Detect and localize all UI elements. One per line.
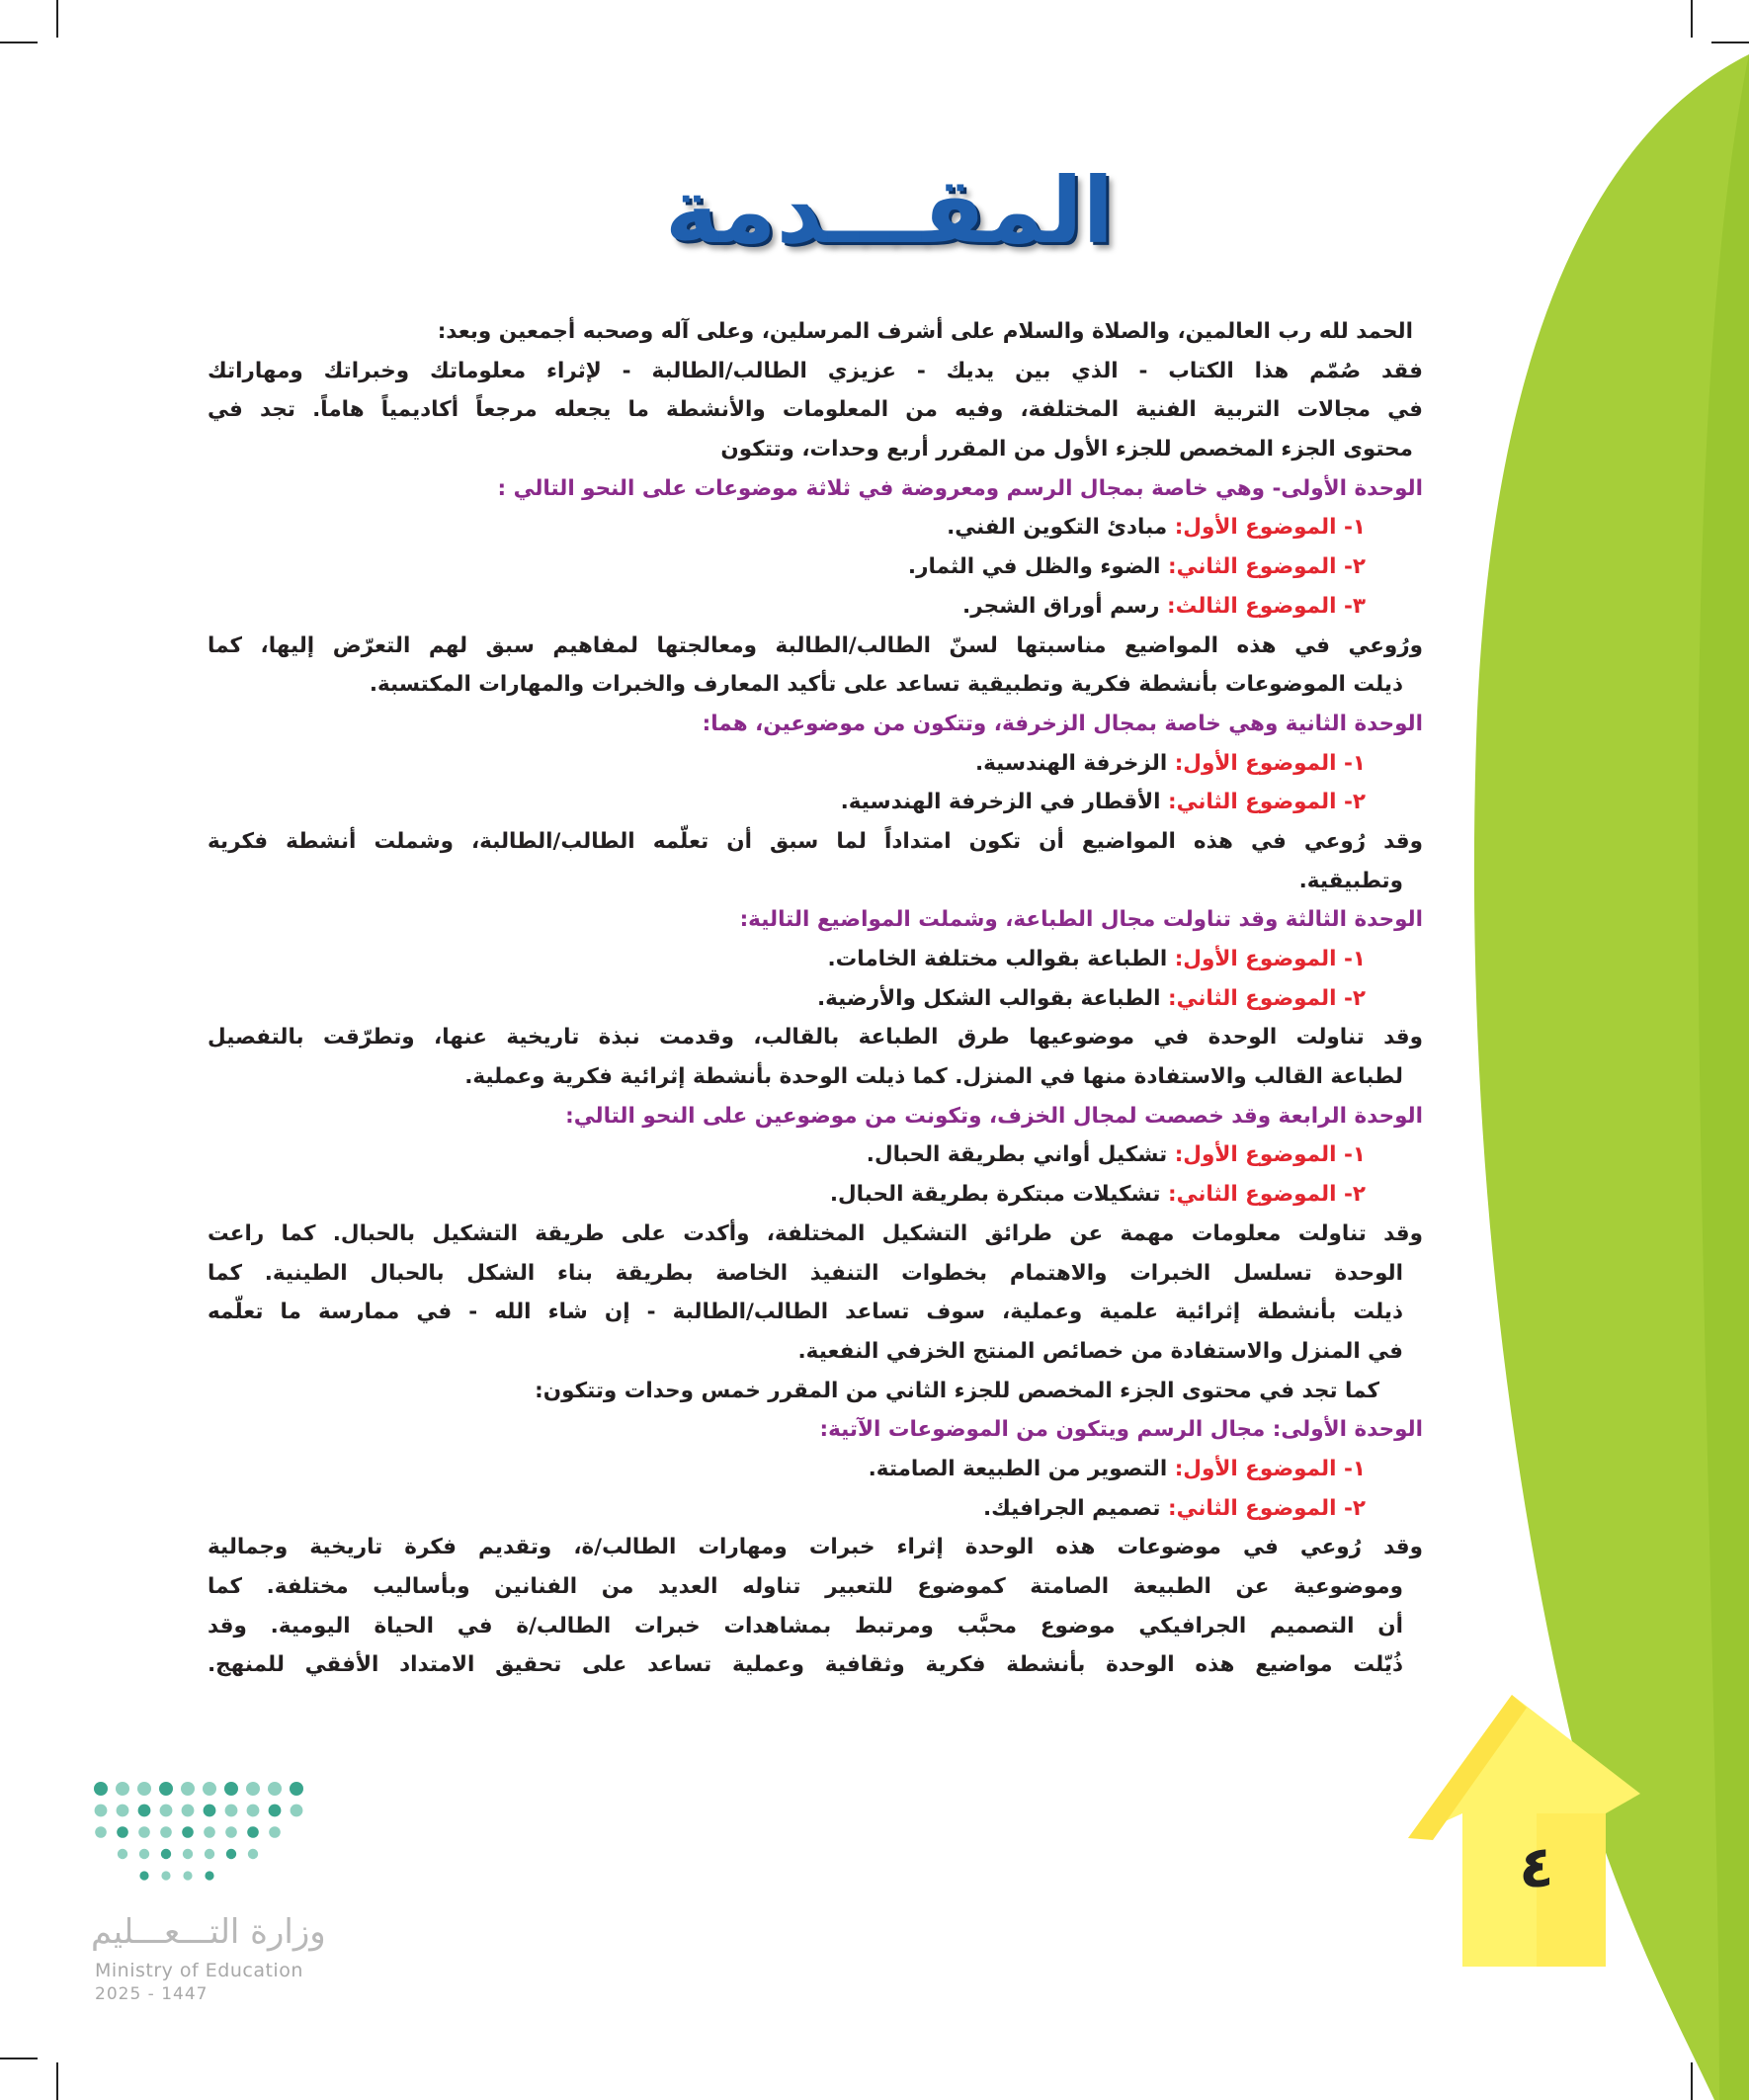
unit-heading — [208, 1410, 1423, 1450]
line-text: الزخرفة الهندسية. — [974, 750, 1168, 776]
line-text: الوحدة تسلسل الخبرات والاهتمام بخطوات التنفيذ الخاصة بطريقة بناء الشكل بالحبال الطينية. كما — [208, 1260, 1403, 1286]
logo-dot — [226, 1849, 236, 1859]
line-text: الوحدة الرابعة وقد خصصت لمجال الخزف، وتكونت من موضوعين على النحو التالي: — [565, 1103, 1423, 1129]
topic-label: ٢- الموضوع الثاني: — [1167, 985, 1366, 1011]
topic-item — [208, 940, 1423, 979]
logo-dot — [95, 1805, 108, 1817]
logo-dot — [183, 1849, 193, 1859]
logo-year-text: 2025 - 1447 — [95, 1984, 208, 2004]
topic-label: ٢- الموضوع الثاني: — [1167, 1182, 1366, 1208]
logo-dot — [181, 1782, 195, 1796]
logo-dot — [204, 1826, 215, 1838]
line-text: وموضوعية عن الطبيعة الصامتة كموضوع للتعبير تناوله العديد من الفنانين وبأساليب مختلفة. كما — [208, 1574, 1403, 1599]
line-text: الوحدة الأولى- وهي خاصة بمجال الرسم ومعروضة في ثلاثة موضوعات على النحو التالي : — [497, 475, 1423, 501]
logo-dot — [269, 1826, 281, 1838]
line-text: محتوى الجزء المخصص للجزء الأول من المقرر أربع وحدات، وتتكون — [720, 437, 1413, 462]
topic-item — [208, 744, 1423, 784]
topic-item — [208, 1175, 1423, 1215]
topic-label: ٢- الموضوع الثاني: — [1167, 1495, 1366, 1521]
line-text: ذُيّلت مواضيع هذه الوحدة بأنشطة فكرية وثقافية وعملية تساعد على تحقيق الامتداد الأفقي للمنهج. — [208, 1652, 1403, 1678]
topic-item — [208, 508, 1423, 547]
paragraph-line — [208, 1607, 1423, 1646]
logo-dot — [291, 1805, 303, 1817]
logo-dot — [183, 1871, 192, 1880]
logo-dot — [94, 1782, 108, 1796]
logo-dot — [205, 1871, 213, 1880]
logo-dot — [182, 1826, 194, 1838]
topic-label: ٢- الموضوع الثاني: — [1167, 790, 1366, 815]
topic-item — [208, 1135, 1423, 1175]
line-text: وتطبيقية. — [1298, 868, 1403, 893]
line-text: الضوء والظل في الثمار. — [907, 554, 1161, 580]
paragraph-line — [208, 1645, 1423, 1685]
unit-heading — [208, 469, 1423, 509]
logo-dot — [248, 1849, 258, 1859]
topic-item — [208, 1450, 1423, 1489]
unit-heading — [208, 900, 1423, 940]
line-text: لطباعة القالب والاستفادة منها في المنزل. كما ذيلت الوحدة بأنشطة إثرائية فكرية وعملية. — [464, 1064, 1403, 1090]
line-text: في مجالات التربية الفنية المختلفة، وفيه من المعلومات والأنشطة ما يجعله مرجعاً أكاديمياً هاماً. تجد في — [208, 397, 1423, 423]
logo-dot — [268, 1782, 282, 1796]
logo-dot — [203, 1782, 216, 1796]
logo-dot — [225, 1805, 238, 1817]
logo-dot — [117, 1805, 129, 1817]
logo-dot — [116, 1782, 129, 1796]
line-text: الوحدة الأولى: مجال الرسم ويتكون من الموضوعات الآتية: — [819, 1417, 1423, 1443]
topic-item — [208, 587, 1423, 627]
paragraph-line — [208, 1057, 1423, 1097]
line-text: تشكيلات مبتكرة بطريقة الحبال. — [829, 1182, 1161, 1208]
paragraph-line — [208, 312, 1423, 352]
logo-dot — [160, 1826, 172, 1838]
paragraph-line — [208, 352, 1423, 391]
line-text: وقد تناولت معلومات مهمة عن طرائق التشكيل المختلفة، وأكدت على طريقة التشكيل بالحبال. كما راعت — [208, 1220, 1423, 1246]
paragraph-line — [208, 1215, 1423, 1254]
logo-dot — [118, 1849, 127, 1859]
introduction-body — [208, 312, 1423, 1685]
page-title: المقـــدمة — [664, 158, 1115, 264]
line-text: مبادئ التكوين الفني. — [947, 515, 1168, 541]
logo-dot — [247, 1826, 259, 1838]
logo-dot — [225, 1826, 237, 1838]
logo-dot — [269, 1805, 282, 1817]
line-text: الطباعة بقوالب مختلفة الخامات. — [827, 947, 1168, 971]
paragraph-line — [208, 1254, 1423, 1294]
logo-dot — [138, 1805, 151, 1817]
logo-dot — [205, 1849, 214, 1859]
topic-item — [208, 783, 1423, 822]
line-text: كما تجد في محتوى الجزء المخصص للجزء الثاني من المقرر خمس وحدات وتتكون: — [535, 1378, 1379, 1403]
logo-dot — [246, 1782, 260, 1796]
line-text: ذيلت الموضوعات بأنشطة فكرية وتطبيقية تساعد على تأكيد المعارف والخبرات والمهارات المكتسبة. — [369, 672, 1403, 698]
line-text: في المنزل والاستفادة من خصائص المنتج الخزفي النفعية. — [797, 1338, 1403, 1364]
paragraph-line — [208, 1332, 1423, 1372]
logo-dot — [204, 1805, 216, 1817]
logo-english-text: Ministry of Education — [95, 1960, 303, 1981]
paragraph-line — [208, 627, 1423, 666]
paragraph-line — [208, 1567, 1423, 1607]
line-text: الحمد لله رب العالمين، والصلاة والسلام على أشرف المرسلين، وعلى آله وصحبه أجمعين وبعد: — [437, 319, 1413, 344]
logo-dot — [247, 1805, 260, 1817]
topic-label: ٣- الموضوع الثالث: — [1166, 593, 1366, 619]
line-text: الطباعة بقوالب الشكل والأرضية. — [816, 985, 1161, 1011]
unit-heading — [208, 705, 1423, 744]
logo-dot — [161, 1871, 170, 1880]
paragraph-line — [208, 822, 1423, 862]
line-text: الوحدة الثالثة وقد تناولت مجال الطباعة، وشملت المواضيع التالية: — [739, 907, 1423, 933]
logo-dot — [224, 1782, 238, 1796]
logo-dot — [161, 1849, 171, 1859]
topic-item — [208, 547, 1423, 587]
topic-label: ١- الموضوع الأول: — [1174, 1142, 1366, 1168]
logo-dot — [139, 1871, 148, 1880]
topic-label: ٢- الموضوع الثاني: — [1167, 554, 1366, 580]
topic-label: ١- الموضوع الأول: — [1174, 947, 1366, 971]
paragraph-line — [208, 1018, 1423, 1057]
paragraph-line — [208, 430, 1423, 469]
paragraph-line — [208, 390, 1423, 430]
logo-dot — [159, 1782, 173, 1796]
line-text: أن التصميم الجرافيكي موضوع محبَّب ومرتبط بمشاهدات خبرات الطالب/ة في الحياة اليومية. وقد — [208, 1613, 1403, 1638]
line-text: رسم أوراق الشجر. — [962, 593, 1160, 619]
paragraph-line — [208, 665, 1423, 705]
line-text: ورُوعي في هذه المواضيع مناسبتها لسنّ الطالب/الطالبة ومعالجتها لمفاهيم سبق لهم التعرّض إليها، كما — [208, 632, 1423, 658]
logo-arabic-text: وزارة التـــعـــليم — [91, 1912, 326, 1952]
line-text: الوحدة الثانية وهي خاصة بمجال الزخرفة، وتتكون من موضوعين، هما: — [702, 711, 1423, 736]
logo-dot — [182, 1805, 195, 1817]
line-text: تصميم الجرافيك. — [982, 1495, 1161, 1521]
line-text: الأقطار في الزخرفة الهندسية. — [840, 790, 1161, 815]
logo-dot — [117, 1826, 128, 1838]
logo-dot — [95, 1826, 107, 1838]
logo-dot — [137, 1782, 151, 1796]
logo-dot — [160, 1805, 173, 1817]
topic-item — [208, 1489, 1423, 1529]
line-text: ذيلت بأنشطة إثرائية علمية وعملية، سوف تساعد الطالب/الطالبة - إن شاء الله - في ممارسة ما تعلّمه — [208, 1300, 1403, 1325]
ministry-logo-dots-icon — [91, 1777, 328, 1905]
logo-dot — [139, 1849, 149, 1859]
line-text: وقد رُوعي في هذه المواضيع أن تكون امتداداً لما سبق أن تعلّمه الطالب/الطالبة، وشملت أنشطة فكرية — [208, 828, 1423, 854]
logo-dot — [138, 1826, 150, 1838]
line-text: التصوير من الطبيعة الصامتة. — [868, 1456, 1168, 1481]
topic-label: ١- الموضوع الأول: — [1174, 750, 1366, 776]
logo-dot — [290, 1782, 303, 1796]
topic-label: ١- الموضوع الأول: — [1174, 1456, 1366, 1481]
paragraph-line — [208, 1293, 1423, 1332]
line-text: تشكيل أواني بطريقة الحبال. — [866, 1142, 1168, 1168]
paragraph-line — [208, 862, 1423, 901]
line-text: وقد تناولت الوحدة في موضوعيها طرق الطباعة بالقالب، وقدمت نبذة تاريخية عنها، وتطرّقت بالتفصيل — [208, 1025, 1423, 1050]
unit-heading — [208, 1097, 1423, 1136]
page-number: ٤ — [1519, 1833, 1554, 1900]
topic-label: ١- الموضوع الأول: — [1174, 515, 1366, 541]
line-text: وقد رُوعي في موضوعات هذه الوحدة إثراء خبرات ومهارات الطالب/ة، وتقديم فكرة تاريخية وجمالية — [208, 1535, 1423, 1560]
paragraph-line — [208, 1372, 1423, 1411]
topic-item — [208, 979, 1423, 1019]
paragraph-line — [208, 1528, 1423, 1567]
line-text: فقد صُمّم هذا الكتاب - الذي بين يديك - عزيزي الطالب/الطالبة - لإثراء معلوماتك وخبراتك ومهاراتك — [208, 358, 1423, 383]
